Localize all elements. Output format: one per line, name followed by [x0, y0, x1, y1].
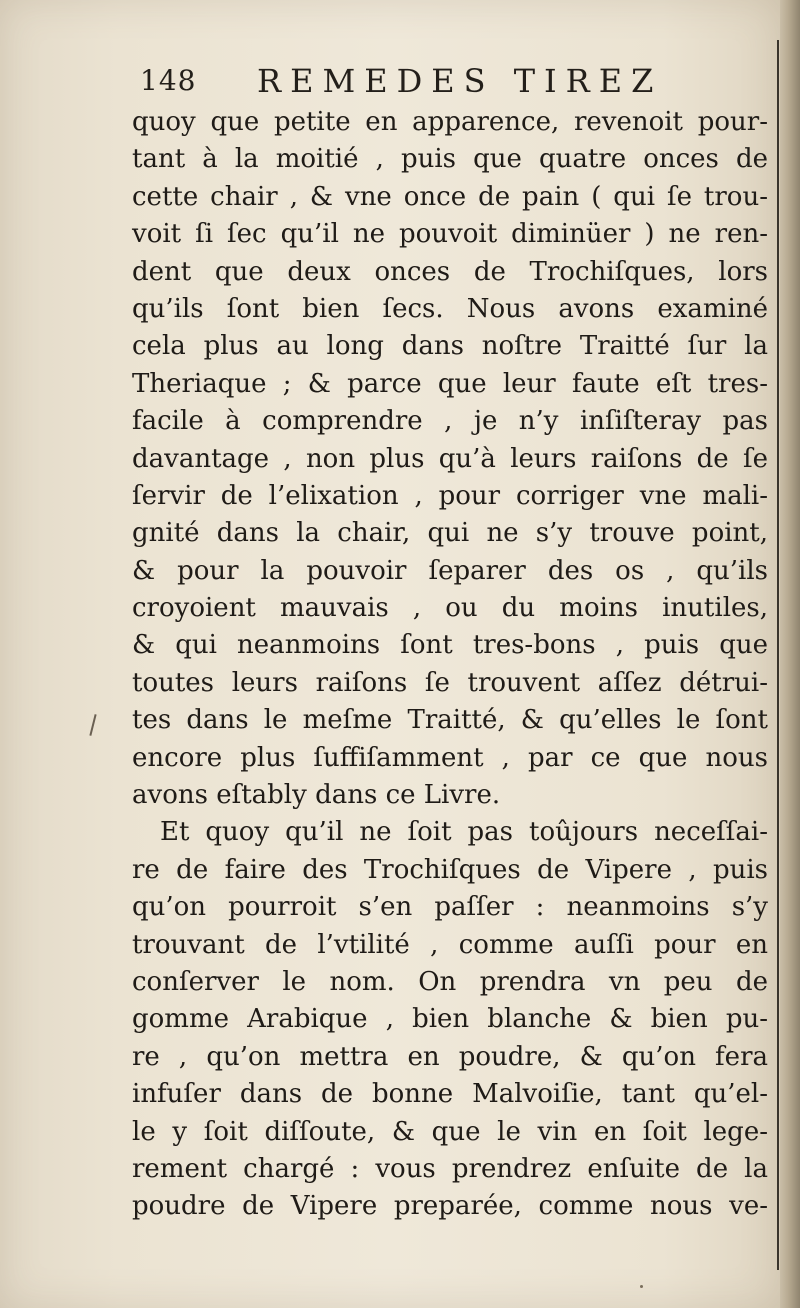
text-line: toutes leurs raiſons ſe trouvent aſſez détrui- [132, 667, 768, 698]
text-line: & pour la pouvoir ſeparer des os , qu’ils [132, 555, 768, 586]
text-line: gnité dans la chair, qui ne s’y trouve point, [132, 518, 768, 549]
body-text [132, 104, 768, 1226]
text-line: croyoient mauvais , ou du moins inutiles, [132, 593, 768, 624]
text-line: tant à la moitié , puis que quatre onces de [132, 144, 768, 175]
page-number: 148 [140, 64, 197, 97]
text-line: Theriaque ; & parce que leur faute eſt tres- [132, 368, 768, 399]
text-line: re de faire des Trochiſques de Vipere , puis [132, 854, 768, 885]
text-line: qu’ils ſont bien ſecs. Nous avons examiné [132, 293, 768, 324]
text-line: tes dans le meſme Traitté, & qu’elles le ſont [132, 705, 768, 736]
text-line: le y ſoit diſſoute, & que le vin en ſoit lege- [132, 1116, 768, 1147]
running-title: REMEDES TIREZ [257, 62, 663, 100]
page-edge [780, 0, 800, 1308]
running-header [132, 62, 772, 106]
text-line: cela plus au long dans noſtre Traitté ſur la [132, 331, 768, 362]
text-line: cette chair , & vne once de pain ( qui ſe trou- [132, 181, 768, 212]
text-line: facile à comprendre , je n’y inſiſteray pas [132, 406, 768, 437]
paper-speck [640, 1285, 643, 1288]
text-line: encore plus ſuffiſamment , par ce que nous [132, 742, 768, 773]
text-line: trouvant de l’vtilité , comme auſſi pour en [132, 929, 768, 960]
text-line: qu’on pourroit s’en paſſer : neanmoins s’y [132, 892, 768, 923]
text-line: conſerver le nom. On prendra vn peu de [132, 966, 768, 997]
text-line: quoy que petite en apparence, revenoit pour- [132, 107, 768, 137]
text-line: davantage , non plus qu’à leurs raiſons de ſe [132, 443, 768, 474]
paragraph-end-line: avons eſtably dans ce Livre. [132, 780, 501, 811]
text-line: voit ſi ſec qu’il ne pouvoit diminüer ) ne ren- [132, 219, 768, 250]
text-line: gomme Arabique , bien blanche & bien pu- [132, 1004, 768, 1035]
text-line: & qui neanmoins ſont tres-bons , puis que [132, 630, 768, 661]
text-line: infuſer dans de bonne Malvoiſie, tant qu’el- [132, 1079, 768, 1110]
binding-shadow [777, 40, 779, 1270]
text-line: dent que deux onces de Trochiſques, lors [132, 256, 768, 287]
text-line: ſervir de l’elixation , pour corriger vne mali- [132, 480, 768, 511]
text-line: rement chargé : vous prendrez enſuite de la [132, 1153, 768, 1184]
text-line: re , qu’on mettra en poudre, & qu’on fera [132, 1041, 768, 1072]
paragraph-start-line: Et quoy qu’il ne ſoit pas toûjours neceſſai- [160, 817, 768, 848]
text-line: poudre de Vipere preparée, comme nous ve- [132, 1191, 768, 1222]
